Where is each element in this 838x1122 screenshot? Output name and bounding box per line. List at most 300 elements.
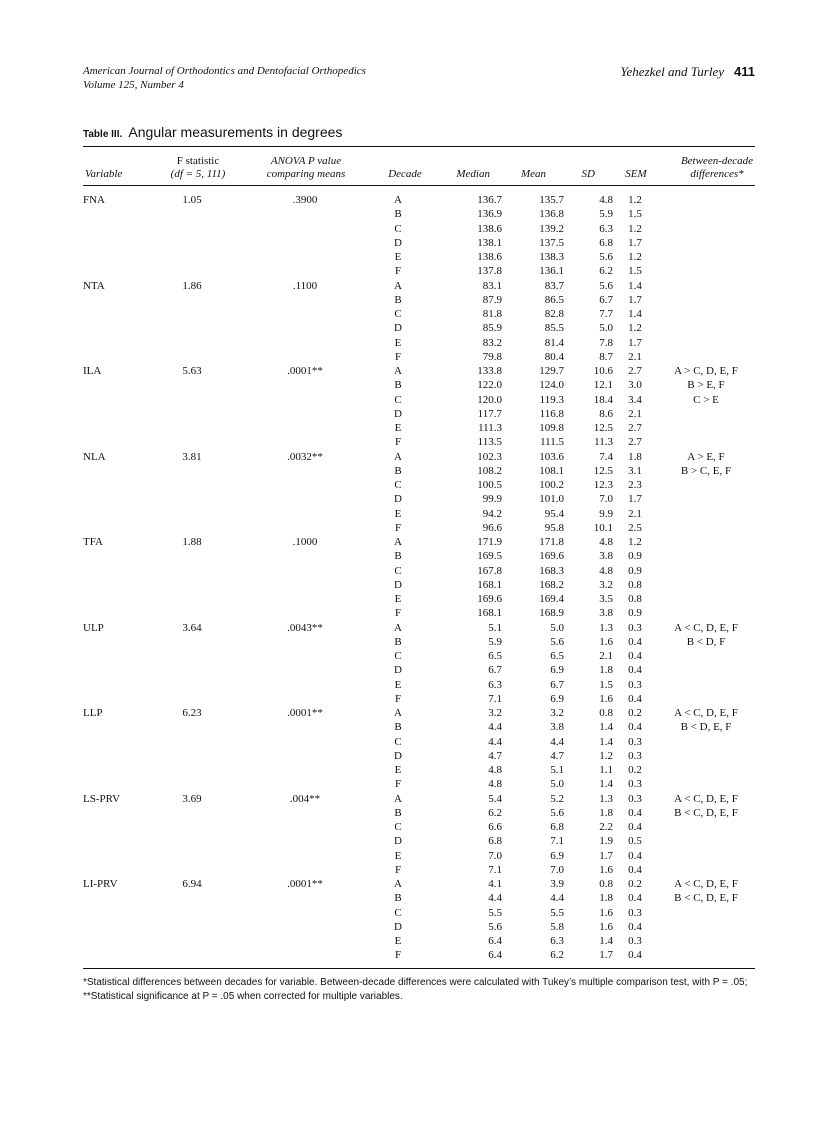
table-body — [83, 193, 755, 963]
cell-p-value: .1000 — [292, 536, 318, 548]
cell-f-statistic — [153, 350, 231, 364]
cell-decade: B — [394, 635, 402, 648]
cell-mean: 95.8 — [544, 521, 564, 534]
cell-variable — [83, 307, 153, 321]
cell-differences: B > E, F — [687, 379, 725, 392]
cell-sd: 2.1 — [599, 650, 613, 662]
table-row — [83, 549, 755, 563]
cell-variable — [83, 891, 153, 905]
cell-sd: 7.0 — [599, 493, 613, 506]
cell-median: 79.8 — [482, 350, 502, 363]
cell-variable: LLP — [83, 707, 103, 719]
cell-sd: 7.8 — [599, 336, 613, 349]
cell-sd: 1.3 — [599, 792, 613, 805]
cell-variable — [83, 720, 153, 734]
cell-p-value — [231, 863, 353, 877]
table-row — [83, 307, 755, 321]
cell-median: 6.4 — [488, 935, 502, 947]
cell-sem: 2.1 — [628, 507, 642, 520]
cell-variable — [83, 464, 153, 478]
cell-sd: 1.8 — [599, 806, 613, 819]
cell-decade: A — [394, 536, 402, 548]
cell-median: 6.7 — [488, 664, 502, 677]
cell-p-value — [231, 236, 353, 250]
cell-differences — [657, 649, 755, 663]
cell-median: 138.1 — [477, 236, 502, 249]
cell-sd: 11.3 — [594, 436, 613, 449]
cell-decade: A — [394, 792, 402, 805]
cell-sd: 1.8 — [599, 664, 613, 677]
table-row — [83, 735, 755, 749]
cell-sd: 10.1 — [593, 521, 613, 534]
cell-mean: 100.2 — [539, 479, 564, 491]
cell-f-statistic — [153, 222, 231, 236]
cell-decade: F — [394, 521, 402, 534]
cell-mean: 6.3 — [550, 935, 564, 947]
table-row — [83, 279, 755, 293]
cell-differences — [657, 307, 755, 321]
cell-decade: F — [394, 692, 402, 705]
cell-differences — [657, 421, 755, 435]
cell-decade: A — [394, 707, 402, 719]
cell-f-statistic — [153, 763, 231, 777]
table-row — [83, 906, 755, 920]
cell-decade: A — [394, 878, 402, 890]
cell-median: 111.3 — [478, 422, 502, 434]
cell-p-value — [231, 336, 353, 350]
table-row — [83, 393, 755, 407]
cell-sd: 3.8 — [599, 607, 613, 620]
cell-p-value: .004** — [289, 792, 321, 805]
cell-p-value: .0001** — [287, 878, 323, 890]
cell-mean: 136.8 — [539, 208, 564, 221]
cell-differences: B < C, D, E, F — [674, 892, 738, 905]
table-row — [83, 222, 755, 236]
table-row — [83, 621, 755, 635]
cell-mean: 3.9 — [550, 878, 564, 890]
cell-median: 168.1 — [477, 578, 502, 591]
cell-p-value — [231, 720, 353, 734]
cell-differences: A > E, F — [687, 450, 725, 463]
cell-mean: 168.3 — [539, 564, 564, 577]
table-row — [83, 948, 755, 962]
cell-f-statistic — [153, 678, 231, 692]
cell-median: 169.5 — [477, 550, 502, 563]
cell-variable — [83, 222, 153, 236]
table-row — [83, 207, 755, 221]
header-sd: SD — [581, 168, 595, 180]
cell-sem: 1.5 — [628, 208, 642, 221]
table-footnote: *Statistical differences between decades for variable. Between-decade differences were calculated with Tukey’s multiple comparison test, with P = .05; **Statistical significance at P = .05 when corrected for multiple variables. — [83, 977, 748, 1002]
cell-sem: 1.2 — [628, 194, 642, 206]
cell-differences — [657, 920, 755, 934]
cell-decade: A — [394, 365, 402, 377]
cell-sem: 0.4 — [628, 949, 642, 962]
cell-median: 4.8 — [488, 764, 502, 776]
cell-variable — [83, 350, 153, 364]
cell-f-statistic — [153, 393, 231, 407]
cell-mean: 80.4 — [544, 350, 564, 363]
cell-p-value — [231, 207, 353, 221]
cell-sem: 3.4 — [628, 393, 642, 406]
cell-differences — [657, 264, 755, 278]
cell-decade: C — [394, 821, 402, 833]
cell-f-statistic — [153, 891, 231, 905]
table-row — [83, 350, 755, 364]
header-mean: Mean — [520, 168, 546, 180]
cell-p-value — [231, 948, 353, 962]
cell-variable — [83, 806, 153, 820]
cell-p-value — [231, 934, 353, 948]
cell-differences: C > E — [693, 393, 719, 406]
cell-sem: 1.2 — [628, 222, 642, 235]
cell-mean: 171.8 — [539, 536, 564, 548]
cell-sd: 1.4 — [599, 721, 613, 734]
cell-f-statistic — [153, 920, 231, 934]
cell-mean: 5.1 — [550, 764, 564, 776]
cell-f-statistic: 3.64 — [182, 621, 202, 634]
table-row — [83, 606, 755, 620]
cell-decade: C — [394, 906, 402, 919]
cell-sd: 5.0 — [599, 322, 613, 335]
cell-p-value — [231, 834, 353, 848]
cell-variable — [83, 492, 153, 506]
cell-decade: A — [394, 450, 402, 463]
cell-mean: 101.0 — [539, 493, 564, 506]
cell-decade: E — [394, 935, 402, 947]
cell-sem: 1.7 — [628, 236, 642, 249]
table-row — [83, 834, 755, 848]
cell-sd: 0.8 — [599, 707, 613, 719]
cell-sem: 0.2 — [628, 764, 642, 776]
table-row — [83, 464, 755, 478]
cell-variable — [83, 293, 153, 307]
cell-median: 96.6 — [482, 521, 502, 534]
cell-f-statistic — [153, 592, 231, 606]
cell-p-value — [231, 849, 353, 863]
cell-decade: F — [394, 436, 402, 449]
cell-differences: A < C, D, E, F — [674, 792, 738, 805]
cell-sd: 6.3 — [599, 222, 613, 235]
cell-f-statistic — [153, 407, 231, 421]
cell-p-value: .3900 — [292, 194, 318, 206]
cell-median: 7.0 — [488, 849, 502, 862]
cell-p-value — [231, 492, 353, 506]
cell-decade: E — [394, 678, 402, 691]
cell-median: 122.0 — [477, 379, 502, 392]
table-row — [83, 934, 755, 948]
cell-differences — [657, 207, 755, 221]
cell-mean: 86.5 — [544, 293, 564, 306]
cell-mean: 4.4 — [550, 892, 564, 905]
cell-decade: D — [394, 322, 402, 335]
cell-p-value — [231, 592, 353, 606]
cell-sd: 1.7 — [599, 849, 613, 862]
cell-variable: ULP — [83, 621, 104, 634]
cell-median: 6.2 — [488, 806, 502, 819]
cell-p-value — [231, 564, 353, 578]
cell-decade: C — [394, 735, 402, 748]
cell-mean: 5.6 — [550, 806, 564, 819]
table-row — [83, 806, 755, 820]
cell-median: 100.5 — [477, 479, 502, 491]
cell-decade: D — [394, 749, 402, 762]
table-row — [83, 535, 755, 549]
cell-p-value — [231, 678, 353, 692]
cell-sd: 4.8 — [599, 194, 613, 206]
cell-median: 4.4 — [488, 735, 502, 748]
cell-decade: F — [394, 265, 402, 278]
cell-mean: 137.5 — [539, 236, 564, 249]
cell-variable — [83, 578, 153, 592]
cell-sem: 0.4 — [628, 821, 642, 833]
cell-sd: 12.1 — [593, 379, 613, 392]
cell-differences — [657, 820, 755, 834]
cell-sem: 2.3 — [628, 479, 642, 491]
cell-p-value — [231, 378, 353, 392]
cell-f-statistic — [153, 435, 231, 449]
cell-median: 108.2 — [477, 464, 502, 477]
cell-sem: 0.9 — [628, 564, 642, 577]
cell-f-statistic — [153, 421, 231, 435]
cell-differences — [657, 293, 755, 307]
cell-median: 138.6 — [477, 251, 502, 263]
table-row — [83, 321, 755, 335]
cell-p-value — [231, 321, 353, 335]
cell-mean: 3.8 — [550, 721, 564, 734]
cell-f-statistic — [153, 777, 231, 791]
cell-differences — [657, 592, 755, 606]
cell-differences — [657, 222, 755, 236]
table-row — [83, 521, 755, 535]
table-row — [83, 891, 755, 905]
table-row — [83, 193, 755, 207]
cell-median: 5.4 — [488, 792, 502, 805]
cell-f-statistic: 3.69 — [182, 792, 202, 805]
table-row — [83, 920, 755, 934]
cell-decade: D — [394, 407, 402, 420]
cell-variable — [83, 635, 153, 649]
cell-mean: 6.9 — [550, 692, 564, 705]
cell-p-value — [231, 293, 353, 307]
cell-sem: 0.4 — [628, 892, 642, 905]
cell-p-value — [231, 920, 353, 934]
cell-mean: 168.2 — [539, 578, 564, 591]
cell-decade: B — [394, 892, 402, 905]
cell-sem: 2.1 — [628, 350, 642, 363]
cell-sem: 0.4 — [628, 806, 642, 819]
cell-decade: F — [394, 949, 402, 962]
cell-differences — [657, 535, 755, 549]
cell-differences: B > C, E, F — [680, 464, 732, 477]
cell-differences — [657, 663, 755, 677]
cell-mean: 6.9 — [550, 664, 564, 677]
cell-mean: 138.3 — [539, 251, 564, 263]
header-decade: Decade — [388, 168, 422, 180]
cell-decade: D — [394, 236, 402, 249]
cell-variable — [83, 507, 153, 521]
cell-mean: 5.5 — [550, 906, 564, 919]
cell-f-statistic — [153, 464, 231, 478]
cell-sem: 0.8 — [628, 578, 642, 591]
journal-volume: Volume 125, Number 4 — [83, 79, 184, 91]
cell-p-value — [231, 777, 353, 791]
cell-f-statistic: 1.86 — [182, 279, 202, 292]
cell-decade: B — [394, 806, 402, 819]
cell-f-statistic — [153, 321, 231, 335]
cell-median: 6.5 — [488, 650, 502, 662]
cell-decade: D — [394, 664, 402, 677]
cell-p-value — [231, 435, 353, 449]
cell-sd: 4.8 — [599, 536, 613, 548]
cell-decade: B — [394, 464, 402, 477]
cell-median: 167.8 — [477, 564, 502, 577]
table-row — [83, 692, 755, 706]
cell-median: 5.5 — [488, 906, 502, 919]
cell-differences — [657, 250, 755, 264]
measurements-table — [83, 193, 755, 963]
cell-variable: LI-PRV — [83, 878, 118, 890]
cell-sd: 1.7 — [599, 949, 613, 962]
header-rule — [83, 185, 755, 186]
cell-mean: 169.4 — [539, 593, 564, 605]
cell-sem: 0.2 — [628, 878, 642, 890]
cell-variable — [83, 820, 153, 834]
header-differences: differences* — [690, 168, 744, 180]
cell-variable — [83, 236, 153, 250]
cell-p-value — [231, 663, 353, 677]
cell-sd: 1.1 — [599, 764, 613, 776]
cell-f-statistic — [153, 478, 231, 492]
cell-sd: 1.4 — [599, 935, 613, 947]
cell-p-value — [231, 763, 353, 777]
cell-variable: ILA — [83, 365, 102, 377]
cell-p-value — [231, 407, 353, 421]
cell-variable — [83, 336, 153, 350]
cell-sd: 1.9 — [599, 835, 613, 848]
cell-decade: A — [394, 279, 402, 292]
cell-differences — [657, 948, 755, 962]
cell-p-value — [231, 350, 353, 364]
cell-differences — [657, 236, 755, 250]
cell-decade: B — [394, 721, 402, 734]
cell-sd: 10.6 — [593, 365, 613, 377]
cell-f-statistic — [153, 849, 231, 863]
cell-mean: 129.7 — [539, 365, 564, 377]
cell-median: 6.4 — [488, 949, 502, 962]
cell-median: 117.7 — [477, 407, 502, 420]
cell-sd: 1.3 — [599, 621, 613, 634]
cell-f-statistic — [153, 507, 231, 521]
cell-median: 136.9 — [477, 208, 502, 221]
cell-mean: 81.4 — [544, 336, 564, 349]
page-number: 411 — [734, 64, 755, 79]
cell-median: 83.2 — [482, 336, 502, 349]
cell-variable — [83, 735, 153, 749]
cell-median: 6.3 — [488, 678, 502, 691]
cell-decade: C — [394, 564, 402, 577]
table-row — [83, 293, 755, 307]
cell-sd: 12.5 — [593, 464, 613, 477]
cell-mean: 6.2 — [550, 949, 564, 962]
cell-sd: 1.4 — [599, 735, 613, 748]
cell-p-value — [231, 906, 353, 920]
table-row — [83, 720, 755, 734]
table-row — [83, 250, 755, 264]
cell-sem: 1.2 — [628, 322, 642, 335]
cell-sem: 0.8 — [628, 593, 642, 605]
cell-differences: B < D, E, F — [680, 721, 732, 734]
cell-sd: 9.9 — [599, 507, 613, 520]
cell-f-statistic: 6.94 — [182, 878, 202, 890]
cell-p-value — [231, 578, 353, 592]
cell-differences — [657, 692, 755, 706]
table-row — [83, 863, 755, 877]
cell-decade: C — [394, 393, 402, 406]
cell-decade: E — [394, 507, 402, 520]
table-row — [83, 450, 755, 464]
cell-differences — [657, 863, 755, 877]
table-row — [83, 635, 755, 649]
cell-f-statistic: 5.63 — [182, 365, 202, 377]
cell-p-value — [231, 250, 353, 264]
cell-mean: 85.5 — [544, 322, 564, 335]
cell-variable — [83, 934, 153, 948]
cell-decade: A — [394, 621, 402, 634]
cell-decade: E — [394, 422, 402, 434]
table-row — [83, 378, 755, 392]
cell-sem: 0.4 — [628, 920, 642, 933]
cell-f-statistic: 6.23 — [182, 707, 202, 719]
cell-differences — [657, 606, 755, 620]
cell-sem: 0.3 — [628, 906, 642, 919]
cell-median: 83.1 — [482, 279, 502, 292]
cell-median: 168.1 — [477, 607, 502, 620]
table-row — [83, 564, 755, 578]
cell-f-statistic — [153, 564, 231, 578]
table-row — [83, 877, 755, 891]
cell-median: 4.4 — [488, 892, 502, 905]
cell-mean: 116.8 — [539, 407, 564, 420]
cell-f-statistic — [153, 307, 231, 321]
table-row — [83, 421, 755, 435]
cell-median: 99.9 — [482, 493, 502, 506]
cell-f-statistic — [153, 521, 231, 535]
cell-sem: 3.1 — [628, 464, 642, 477]
table-row — [83, 478, 755, 492]
cell-differences: B < D, F — [686, 635, 726, 648]
cell-f-statistic — [153, 250, 231, 264]
cell-median: 87.9 — [482, 293, 502, 306]
cell-sem: 2.5 — [628, 521, 642, 534]
table-row — [83, 749, 755, 763]
header-sem: SEM — [625, 168, 647, 180]
table-row — [83, 592, 755, 606]
cell-sd: 1.4 — [599, 778, 613, 791]
cell-f-statistic: 1.88 — [182, 536, 202, 548]
header-comparing-means: comparing means — [266, 168, 346, 180]
cell-f-statistic — [153, 649, 231, 663]
cell-variable — [83, 763, 153, 777]
table-row — [83, 678, 755, 692]
cell-mean: 6.7 — [550, 678, 564, 691]
cell-differences — [657, 777, 755, 791]
cell-sem: 0.4 — [628, 650, 642, 662]
cell-p-value: .0001** — [287, 365, 323, 377]
cell-f-statistic — [153, 635, 231, 649]
cell-p-value — [231, 735, 353, 749]
cell-variable — [83, 777, 153, 791]
